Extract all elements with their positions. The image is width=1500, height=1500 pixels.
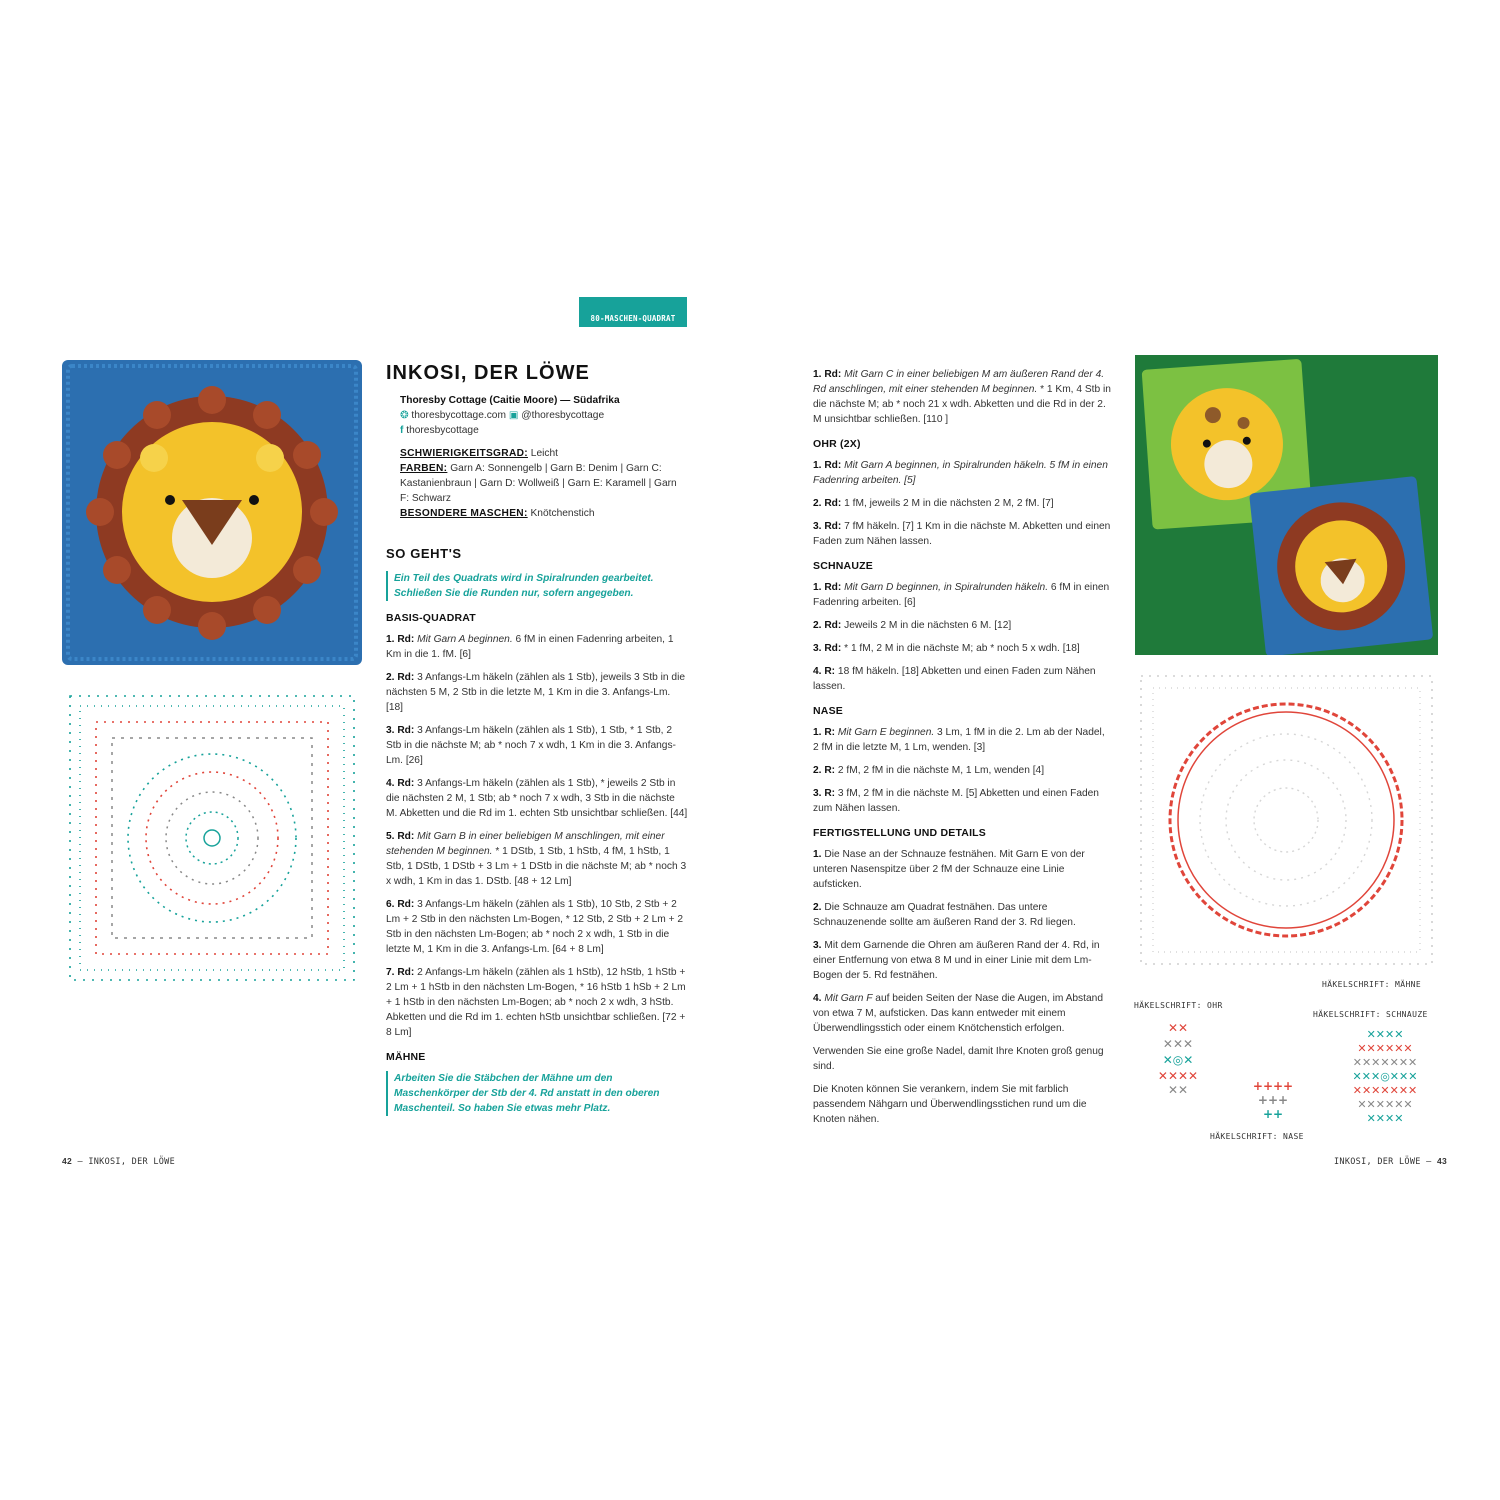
nase-step: 1. R: Mit Garn E beginnen. 3 Lm, 1 fM in die 2. Lm ab der Nadel, 2 fM in die letzte M, 1 Lm, wenden. [3]: [813, 727, 1105, 753]
maehne-note: Arbeiten Sie die Stäbchen der Mähne um den Maschenkörper der Stb der 4. Rd anstatt in den oberen Maschenteil. So haben Sie etwas mehr Platz.: [386, 1071, 688, 1116]
svg-text:✕✕✕✕✕✕: ✕✕✕✕✕✕: [1357, 1042, 1413, 1055]
facebook-icon: f: [400, 425, 404, 436]
tip-paragraph-1: Verwenden Sie eine große Nadel, damit Ihre Knoten groß genug sind.: [813, 1046, 1104, 1072]
colors-line: FARBEN: Garn A: Sonnengelb | Garn B: Denim | Garn C: Kastanienbraun | Garn D: Wollweiß | Garn E: Karamell | Garn F: Schwarz: [400, 463, 677, 504]
basis-step: 6. Rd: 3 Anfangs-Lm häkeln (zählen als 1 Stb), 10 Stb, 2 Stb + 2 Lm + 2 Stb in den nächsten Lm-Bogen, * 12 Stb, 2 Stb + 2 Lm + 2 Stb in den nächsten Lm-Bogen; ab * noch 2 x wdh, 1 Stb in die letzte M, 1 Km in die 3. Anfangs-Lm. [64 + 8 Lm]: [386, 899, 684, 955]
ohr-heading: OHR (2X): [813, 438, 861, 450]
basis-step: 1. Rd: Mit Garn A beginnen. 6 fM in einen Fadenring arbeiten, 1 Km in die 1. fM. [6]: [386, 634, 674, 660]
crochet-chart-nase: [1240, 1078, 1306, 1122]
crochet-chart-schnauze: [1333, 1024, 1437, 1128]
basis-step: 7. Rd: 2 Anfangs-Lm häkeln (zählen als 1 hStb), 12 hStb, 1 hStb + 2 Lm + 1 hStb in den nächsten Lm-Bogen, * 16 hStb 1 hSb + 2 Lm + 1 hStb in den nächsten Lm-Bogen; ab * noch 2 x wdh, 3 hStb. Abketten und die Rd im 1. echten hStb unsichtbar schließen. [72 + 8 Lm]: [386, 967, 686, 1038]
facebook-line: [400, 423, 688, 438]
svg-text:✕✕: ✕✕: [1167, 1083, 1189, 1094]
svg-text:+++: +++: [1257, 1093, 1289, 1107]
nase-step: 2. R: 2 fM, 2 fM in die nächste M, 1 Lm, wenden [4]: [813, 765, 1045, 776]
schnauze-heading: SCHNAUZE: [813, 560, 873, 572]
globe-icon: ❂: [400, 410, 409, 421]
special-line: BESONDERE MASCHEN: Knötchenstich: [400, 508, 595, 519]
label-nase: HÄKELSCHRIFT: NASE: [1210, 1132, 1304, 1141]
website-link[interactable]: thoresbycottage.com: [411, 410, 506, 421]
ohr-step: 1. Rd: Mit Garn A beginnen, in Spiralrunden häkeln. 5 fM in einen Fadenring arbeiten. [5]: [813, 460, 1108, 486]
nase-heading: NASE: [813, 705, 843, 717]
crochet-chart-maehne: [1135, 670, 1438, 970]
svg-text:✕✕✕✕: ✕✕✕✕: [1366, 1028, 1404, 1041]
ohr-step: 3. Rd: 7 fM häkeln. [7] 1 Km in die nächste M. Abketten und einen Faden zum Nähen lassen.: [813, 521, 1111, 547]
basis-step: 2. Rd: 3 Anfangs-Lm häkeln (zählen als 1 Stb), jeweils 3 Stb in die nächsten 5 M, 2 Stb in die letzte M, 1 Km in die 3. Anfangs-Lm. [18]: [386, 672, 685, 713]
finish-step: 4. Mit Garn F auf beiden Seiten der Nase die Augen, im Abstand von etwa 7 M, aufsticken. Das kann entweder mit einem Überwendlingsstich oder einem Knötchenstich erfolgen.: [813, 993, 1103, 1034]
svg-text:✕✕✕◎✕✕✕: ✕✕✕◎✕✕✕: [1352, 1070, 1418, 1083]
instructions-column-right: [813, 367, 1113, 1135]
basis-step: 4. Rd: 3 Anfangs-Lm häkeln (zählen als 1 Stb), * jeweils 2 Stb in die nächsten 2 M, 1 Stb; ab * noch 7 x wdh, 3 Stb in die nächste M. Abketten und die Rd im 1. echten Stb unsichtbar schließen. [44]: [386, 778, 688, 819]
finish-step: 3. Mit dem Garnende die Ohren am äußeren Rand der 4. Rd, in einer Entfernung von etwa 8 M und in einer Linie mit dem Lm-Bogen der 5. Rd festnähen.: [813, 940, 1100, 981]
finish-step: 2. Die Schnauze am Quadrat festnähen. Das untere Schnauzenende sollte am äußeren Rand der 3. Rd liegen.: [813, 902, 1076, 928]
facebook-link[interactable]: thoresbycottage: [406, 425, 479, 436]
svg-text:✕◎✕: ✕◎✕: [1162, 1053, 1194, 1067]
schnauze-step: 1. Rd: Mit Garn D beginnen, in Spiralrunden häkeln. 6 fM in einen Fadenring arbeiten. [6]: [813, 582, 1110, 608]
svg-text:++++: ++++: [1252, 1079, 1294, 1093]
footer-right: INKOSI, DER LÖWE — 43: [1334, 1156, 1447, 1167]
svg-text:✕✕✕✕✕✕: ✕✕✕✕✕✕: [1357, 1098, 1413, 1111]
difficulty-line: SCHWIERIGKEITSGRAD: Leicht: [400, 448, 558, 459]
label-maehne: HÄKELSCHRIFT: MÄHNE: [1322, 980, 1422, 989]
ohr-step: 2. Rd: 1 fM, jeweils 2 M in die nächsten 2 M, 2 fM. [7]: [813, 498, 1054, 509]
svg-text:✕✕✕✕: ✕✕✕✕: [1366, 1112, 1404, 1125]
schnauze-step: 2. Rd: Jeweils 2 M in die nächsten 6 M. [12]: [813, 620, 1012, 631]
crochet-chart-ohr: [1138, 1018, 1218, 1094]
basis-step: 3. Rd: 3 Anfangs-Lm häkeln (zählen als 1 Stb), 1 Stb, * 1 Stb, 2 Stb in die nächste M; ab * noch 7 x wdh, 1 Km in die 3. Anfangs-Lm. [26]: [386, 725, 676, 766]
label-schnauze: HÄKELSCHRIFT: SCHNAUZE: [1313, 1010, 1428, 1019]
footer-left: 42 — INKOSI, DER LÖWE: [62, 1156, 175, 1167]
svg-text:✕✕✕✕✕✕✕: ✕✕✕✕✕✕✕: [1352, 1056, 1418, 1069]
schnauze-step: 4. R: 18 fM häkeln. [18] Abketten und einen Faden zum Nähen lassen.: [813, 666, 1096, 692]
label-ohr: HÄKELSCHRIFT: OHR: [1134, 1001, 1223, 1010]
svg-text:++: ++: [1262, 1107, 1284, 1121]
schnauze-step: 3. Rd: * 1 fM, 2 M in die nächste M; ab * noch 5 x wdh. [18]: [813, 643, 1080, 654]
svg-text:✕✕✕✕: ✕✕✕✕: [1157, 1069, 1199, 1083]
instagram-icon: ▣: [508, 410, 519, 421]
instructions-column-left: [386, 532, 688, 1126]
nase-step: 3. R: 3 fM, 2 fM in die nächste M. [5] Abketten und einen Faden zum Nähen lassen.: [813, 788, 1099, 814]
pattern-title: INKOSI, DER LÖWE: [386, 362, 590, 384]
left-text-column: [400, 393, 688, 521]
designer-name: Thoresby Cottage (Caitie Moore) — Südafrika: [400, 395, 620, 406]
finish-step: 1. Die Nase an der Schnauze festnähen. Mit Garn E von der unteren Nasenspitze über 2 fM der Schnauze eine Linie aufsticken.: [813, 849, 1085, 890]
maehne-heading: MÄHNE: [386, 1051, 426, 1063]
squares-photo: [1135, 355, 1438, 655]
svg-text:✕✕: ✕✕: [1167, 1021, 1189, 1035]
maehne-step: 1. Rd: Mit Garn C in einer beliebigen M am äußeren Rand der 4. Rd anschlingen, mit einer stehenden M beginnen. * 1 Km, 4 Stb in die nächste M; ab * noch 21 x wdh. Abketten und die Rd in der 2. M unsichtbar schließen. [110 ]: [813, 369, 1111, 425]
finish-heading: FERTIGSTELLUNG UND DETAILS: [813, 827, 986, 839]
crochet-chart-basis: [62, 688, 362, 988]
svg-text:✕✕✕: ✕✕✕: [1162, 1037, 1194, 1051]
instagram-link[interactable]: @thoresbycottage: [521, 410, 605, 421]
svg-text:✕✕✕✕✕✕✕: ✕✕✕✕✕✕✕: [1352, 1084, 1418, 1097]
howto-heading: SO GEHT'S: [386, 546, 462, 561]
lion-square-photo: [62, 360, 362, 665]
basis-heading: BASIS-QUADRAT: [386, 612, 476, 624]
basis-step: 5. Rd: Mit Garn B in einer beliebigen M anschlingen, mit einer stehenden M beginnen. * 1 DStb, 1 Stb, 1 hStb, 4 fM, 1 hStb, 1 Stb, 1 DStb, 1 DStb + 3 Lm + 1 DStb in die nächste M; ab * noch 3 x wdh, 1 Km in das 1. DStb. [48 + 12 Lm]: [386, 831, 687, 887]
howto-note: Ein Teil des Quadrats wird in Spiralrunden gearbeitet. Schließen Sie die Runden nur, sofern angegeben.: [386, 571, 688, 601]
website-line: [400, 408, 688, 423]
tip-paragraph-2: Die Knoten können Sie verankern, indem Sie mit farblich passendem Nähgarn und Überwendlingsstichen rund um die Knoten nähen.: [813, 1084, 1087, 1125]
category-tag: 80-MASCHEN-QUADRAT: [579, 297, 687, 327]
